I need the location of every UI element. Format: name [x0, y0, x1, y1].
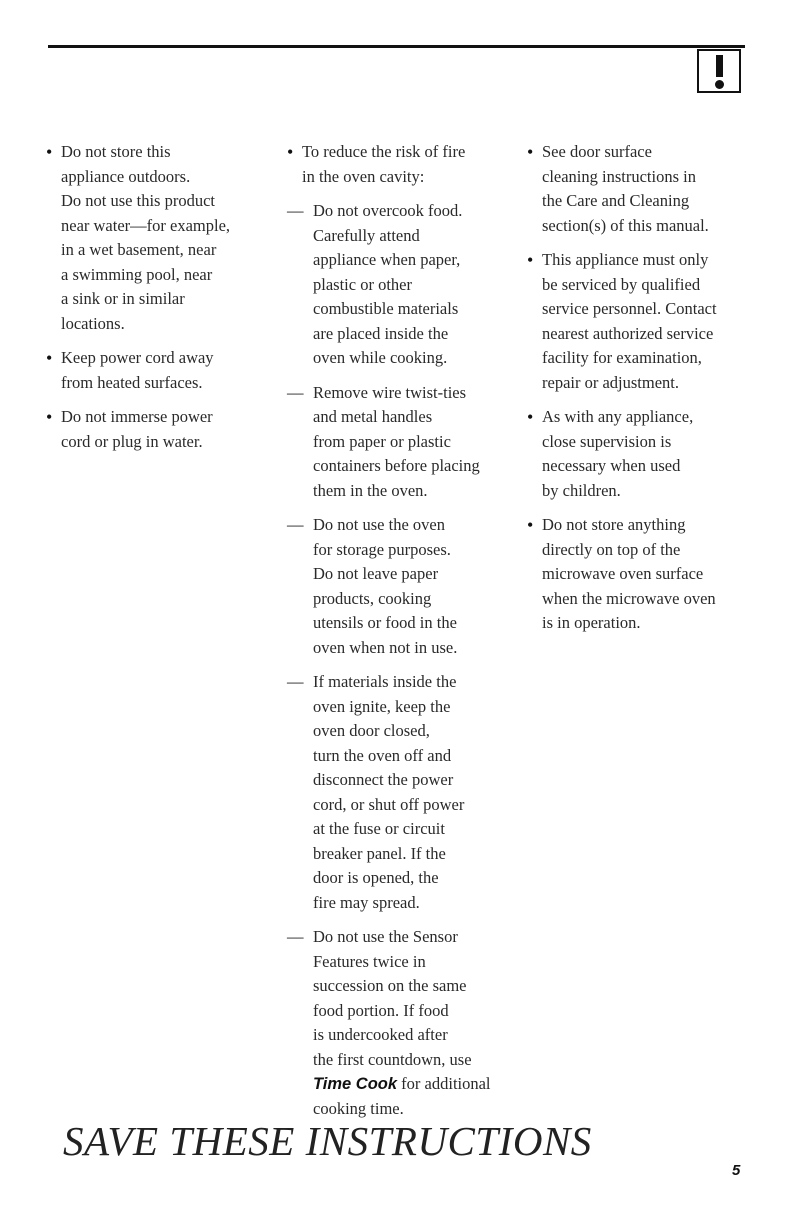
- text-line: fire may spread.: [313, 892, 420, 912]
- dash-sensor: [287, 925, 507, 1121]
- text-line: • Do not store this: [61, 142, 171, 161]
- text-line: nearest authorized service: [542, 323, 714, 343]
- text-line: and metal handles: [313, 407, 433, 426]
- text-line: section(s) of this manual.: [542, 215, 709, 235]
- text-line: oven while cooking.: [313, 348, 448, 367]
- text-line: them in the oven.: [313, 480, 428, 500]
- bullet-fire-risk: [287, 140, 507, 189]
- text-line: microwave oven surface: [542, 564, 704, 583]
- page-number: 5: [732, 1162, 741, 1179]
- text-line: • This appliance must only: [542, 250, 709, 269]
- text-line: plastic or other: [313, 274, 412, 294]
- text-line: when the microwave oven: [542, 588, 716, 608]
- column-left: [46, 140, 261, 464]
- text-line: necessary when used: [542, 456, 681, 475]
- text-line: from heated surfaces.: [61, 372, 203, 392]
- warning-exclamation-dot: [715, 80, 724, 89]
- text-line: a swimming pool, near: [61, 264, 213, 284]
- text-line: turn the oven off and: [313, 745, 452, 765]
- text-line: is in operation.: [542, 613, 641, 632]
- bullet-supervision: [527, 405, 757, 503]
- text-line: in the oven cavity:: [302, 166, 425, 186]
- bullet-store-on-top: [527, 513, 757, 636]
- dash-ignite: [287, 670, 507, 915]
- text-line: service personnel. Contact: [542, 299, 717, 318]
- text-line: cord or plug in water.: [61, 431, 203, 451]
- time-cook-label: Time Cook: [313, 1075, 398, 1093]
- text-line: in a wet basement, near: [61, 240, 217, 259]
- text-line: near water—for example,: [61, 215, 231, 235]
- bullet-power-cord: [46, 346, 261, 395]
- text-line: cleaning instructions in: [542, 166, 696, 186]
- text-line: appliance when paper,: [313, 250, 461, 269]
- text-line: at the fuse or circuit: [313, 819, 445, 838]
- text-line: from paper or plastic: [313, 431, 451, 451]
- text-line: — Remove wire twist-ties: [313, 382, 467, 402]
- text-line: utensils or food in the: [313, 613, 457, 632]
- text-line: food portion. If food: [313, 1000, 449, 1020]
- text-line: combustible materials: [313, 299, 459, 318]
- bullet-store-outdoors: [46, 140, 261, 336]
- bullet-immerse: [46, 405, 261, 454]
- text-line: door is opened, the: [313, 868, 439, 887]
- text-line: are placed inside the: [313, 323, 449, 343]
- text-line: the Care and Cleaning: [542, 191, 690, 210]
- text-line: for storage purposes.: [313, 539, 451, 559]
- text-line: oven when not in use.: [313, 637, 458, 657]
- text-line: is undercooked after: [313, 1025, 448, 1044]
- text-line: locations.: [61, 313, 125, 333]
- text-line: succession on the same: [313, 976, 467, 995]
- text-line: a sink or in similar: [61, 289, 185, 308]
- top-rule: [48, 45, 745, 48]
- text-line: • Keep power cord away: [61, 348, 214, 367]
- text-line: — Do not use the Sensor: [313, 927, 458, 946]
- text-line: appliance outdoors.: [61, 166, 191, 186]
- text-line: Do not use this product: [61, 191, 215, 210]
- dash-twist-ties: [287, 381, 507, 504]
- dash-overcook: [287, 199, 507, 371]
- save-instructions-heading: SAVE THESE INSTRUCTIONS: [63, 1118, 592, 1164]
- text-line: Do not leave paper: [313, 564, 439, 583]
- text-line: be serviced by qualified: [542, 274, 701, 294]
- text-line: • To reduce the risk of fire: [302, 142, 466, 161]
- dash-storage: [287, 513, 507, 660]
- text-line: containers before placing: [313, 456, 480, 475]
- text-line: facility for examination,: [542, 348, 702, 367]
- text-line: the first countdown, use: [313, 1049, 472, 1069]
- text-line: by children.: [542, 480, 621, 500]
- text-line: directly on top of the: [542, 539, 681, 559]
- warning-icon: [697, 49, 741, 93]
- text-line: breaker panel. If the: [313, 843, 446, 863]
- dash-sensor-after: for additional: [397, 1074, 491, 1093]
- text-line: • Do not store anything: [542, 515, 686, 534]
- text-line: disconnect the power: [313, 770, 454, 789]
- text-line: oven ignite, keep the: [313, 696, 451, 716]
- column-middle: [287, 140, 507, 1131]
- text-line: oven door closed,: [313, 721, 430, 740]
- warning-exclamation-bar: [716, 55, 723, 77]
- column-right: [527, 140, 757, 646]
- dash-sensor-last-line: cooking time.: [313, 1098, 404, 1118]
- text-line: repair or adjustment.: [542, 372, 679, 392]
- bullet-door-cleaning: [527, 140, 757, 238]
- text-line: • Do not immerse power: [61, 407, 213, 426]
- text-line: cord, or shut off power: [313, 794, 465, 814]
- text-line: • As with any appliance,: [542, 407, 694, 426]
- dash-sensor-timecook-line: [313, 1072, 507, 1097]
- dash-sensor-lines: [313, 925, 507, 1072]
- text-line: — Do not use the oven: [313, 515, 445, 534]
- text-line: Features twice in: [313, 951, 426, 971]
- text-line: products, cooking: [313, 588, 432, 608]
- text-line: • See door surface: [542, 142, 652, 161]
- text-line: — Do not overcook food.: [313, 201, 463, 220]
- text-line: Carefully attend: [313, 225, 420, 245]
- bullet-service: [527, 248, 757, 395]
- text-line: — If materials inside the: [313, 672, 457, 691]
- text-line: close supervision is: [542, 431, 672, 451]
